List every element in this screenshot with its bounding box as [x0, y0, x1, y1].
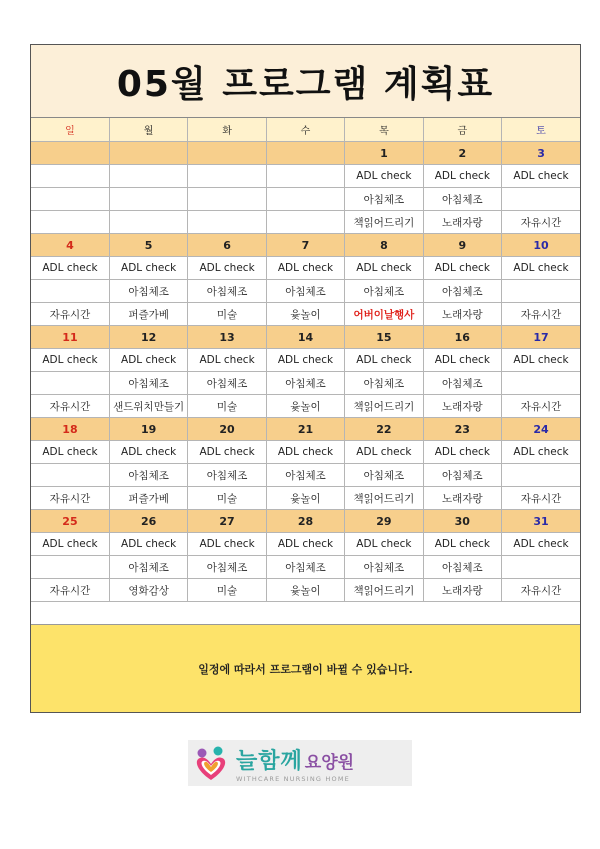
activity-cell: 아침체조: [109, 556, 187, 579]
date-cell: 23: [423, 418, 501, 441]
activity-cell: [502, 280, 580, 303]
date-cell: 20: [188, 418, 266, 441]
activity-row: [31, 487, 580, 510]
activity-row: [31, 211, 580, 234]
activity-cell: 아침체조: [266, 556, 344, 579]
date-cell: [188, 142, 266, 165]
activity-cell: ADL check: [109, 533, 187, 556]
date-row: [31, 510, 580, 533]
activity-cell: 어버이날행사: [345, 303, 423, 326]
activity-cell: [188, 165, 266, 188]
activity-cell: 자유시간: [31, 487, 109, 510]
activity-row: [31, 188, 580, 211]
date-cell: 11: [31, 326, 109, 349]
date-cell: 29: [345, 510, 423, 533]
activity-cell: 미술: [188, 303, 266, 326]
date-cell: 8: [345, 234, 423, 257]
activity-row: [31, 533, 580, 556]
activity-cell: ADL check: [502, 257, 580, 280]
activity-cell: 노래자랑: [423, 211, 501, 234]
activity-cell: ADL check: [188, 533, 266, 556]
date-row: [31, 142, 580, 165]
activity-cell: 윷놀이: [266, 579, 344, 602]
activity-cell: [266, 165, 344, 188]
date-cell: 24: [502, 418, 580, 441]
date-cell: 7: [266, 234, 344, 257]
activity-cell: 아침체조: [109, 372, 187, 395]
activity-cell: 미술: [188, 487, 266, 510]
activity-cell: 책읽어드리기: [345, 395, 423, 418]
activity-cell: ADL check: [31, 257, 109, 280]
activity-cell: 아침체조: [266, 372, 344, 395]
date-cell: 21: [266, 418, 344, 441]
activity-cell: ADL check: [188, 257, 266, 280]
activity-cell: 자유시간: [502, 211, 580, 234]
weekday-header-row: [31, 118, 580, 142]
activity-cell: ADL check: [423, 165, 501, 188]
activity-cell: ADL check: [266, 257, 344, 280]
logo-suffix: 요양원: [304, 752, 355, 773]
date-cell: 5: [109, 234, 187, 257]
activity-cell: 아침체조: [109, 464, 187, 487]
activity-row: [31, 579, 580, 602]
logo-brand: 늘함께: [236, 748, 303, 774]
date-cell: [266, 142, 344, 165]
activity-cell: ADL check: [502, 441, 580, 464]
activity-cell: [31, 464, 109, 487]
date-cell: 16: [423, 326, 501, 349]
activity-cell: 책읽어드리기: [345, 487, 423, 510]
activity-cell: 윷놀이: [266, 303, 344, 326]
activity-cell: ADL check: [188, 441, 266, 464]
date-cell: [109, 142, 187, 165]
logo-english: WITHCARE NURSING HOME: [236, 774, 350, 783]
activity-cell: 미술: [188, 395, 266, 418]
activity-row: [31, 395, 580, 418]
activity-cell: ADL check: [109, 441, 187, 464]
logo-text: [236, 744, 354, 783]
date-cell: 31: [502, 510, 580, 533]
activity-cell: 아침체조: [266, 280, 344, 303]
date-cell: 12: [109, 326, 187, 349]
activity-cell: 자유시간: [31, 303, 109, 326]
activity-cell: ADL check: [266, 533, 344, 556]
activity-cell: 아침체조: [188, 464, 266, 487]
date-cell: 19: [109, 418, 187, 441]
activity-cell: ADL check: [502, 349, 580, 372]
date-cell: 25: [31, 510, 109, 533]
activity-cell: 자유시간: [502, 487, 580, 510]
activity-cell: ADL check: [266, 349, 344, 372]
activity-cell: 노래자랑: [423, 303, 501, 326]
activity-cell: 아침체조: [423, 464, 501, 487]
activity-cell: 아침체조: [188, 280, 266, 303]
activity-cell: ADL check: [345, 349, 423, 372]
date-cell: 6: [188, 234, 266, 257]
activity-cell: [31, 372, 109, 395]
schedule-body: [31, 118, 580, 602]
date-cell: 13: [188, 326, 266, 349]
activity-cell: 영화감상: [109, 579, 187, 602]
activity-cell: [109, 188, 187, 211]
activity-cell: ADL check: [31, 441, 109, 464]
activity-cell: 자유시간: [502, 395, 580, 418]
date-cell: 26: [109, 510, 187, 533]
activity-cell: ADL check: [109, 349, 187, 372]
activity-cell: 노래자랑: [423, 579, 501, 602]
activity-cell: 윷놀이: [266, 395, 344, 418]
activity-row: [31, 280, 580, 303]
page-title: 05월 프로그램 계획표: [31, 45, 580, 118]
activity-cell: 노래자랑: [423, 395, 501, 418]
activity-cell: 아침체조: [188, 556, 266, 579]
activity-cell: 샌드위치만들기: [109, 395, 187, 418]
activity-row: [31, 441, 580, 464]
activity-cell: [502, 464, 580, 487]
date-cell: 22: [345, 418, 423, 441]
activity-row: [31, 165, 580, 188]
activity-cell: 아침체조: [423, 188, 501, 211]
activity-cell: [188, 211, 266, 234]
activity-cell: [502, 372, 580, 395]
activity-cell: [109, 211, 187, 234]
activity-row: [31, 257, 580, 280]
weekday-header: 일: [31, 118, 109, 142]
activity-cell: [188, 188, 266, 211]
activity-row: [31, 349, 580, 372]
activity-cell: [31, 165, 109, 188]
activity-cell: ADL check: [188, 349, 266, 372]
activity-cell: ADL check: [423, 257, 501, 280]
weekday-header: 금: [423, 118, 501, 142]
activity-cell: ADL check: [31, 349, 109, 372]
weekday-header: 월: [109, 118, 187, 142]
weekday-header: 수: [266, 118, 344, 142]
activity-cell: 아침체조: [345, 280, 423, 303]
activity-cell: 책읽어드리기: [345, 211, 423, 234]
date-cell: 30: [423, 510, 501, 533]
activity-cell: 자유시간: [31, 395, 109, 418]
date-row: [31, 234, 580, 257]
weekday-header: 목: [345, 118, 423, 142]
activity-cell: 자유시간: [502, 579, 580, 602]
date-cell: [31, 142, 109, 165]
activity-cell: [109, 165, 187, 188]
activity-cell: ADL check: [423, 349, 501, 372]
weekday-header: 화: [188, 118, 266, 142]
date-cell: 9: [423, 234, 501, 257]
activity-row: [31, 372, 580, 395]
activity-cell: ADL check: [266, 441, 344, 464]
activity-row: [31, 303, 580, 326]
activity-cell: ADL check: [423, 441, 501, 464]
activity-cell: ADL check: [345, 165, 423, 188]
date-cell: 10: [502, 234, 580, 257]
activity-cell: [266, 211, 344, 234]
activity-cell: 노래자랑: [423, 487, 501, 510]
logo-heart-icon: [188, 740, 234, 786]
activity-cell: 아침체조: [109, 280, 187, 303]
date-cell: 17: [502, 326, 580, 349]
date-cell: 18: [31, 418, 109, 441]
activity-cell: 아침체조: [345, 556, 423, 579]
date-row: [31, 418, 580, 441]
activity-cell: 아침체조: [345, 464, 423, 487]
activity-cell: 아침체조: [423, 556, 501, 579]
date-cell: 2: [423, 142, 501, 165]
activity-cell: 아침체조: [345, 188, 423, 211]
activity-cell: 퍼즐가베: [109, 303, 187, 326]
activity-cell: [31, 280, 109, 303]
activity-cell: ADL check: [502, 533, 580, 556]
schedule-note: 일정에 따라서 프로그램이 바뀔 수 있습니다.: [31, 624, 580, 712]
logo: [188, 740, 412, 786]
date-row: [31, 326, 580, 349]
activity-row: [31, 464, 580, 487]
date-cell: 28: [266, 510, 344, 533]
weekday-header: 토: [502, 118, 580, 142]
activity-cell: ADL check: [423, 533, 501, 556]
date-cell: 27: [188, 510, 266, 533]
activity-cell: ADL check: [502, 165, 580, 188]
activity-cell: [266, 188, 344, 211]
date-cell: 1: [345, 142, 423, 165]
activity-cell: 퍼즐가베: [109, 487, 187, 510]
date-cell: 4: [31, 234, 109, 257]
activity-cell: 아침체조: [345, 372, 423, 395]
activity-cell: ADL check: [345, 441, 423, 464]
activity-cell: ADL check: [345, 533, 423, 556]
activity-cell: ADL check: [31, 533, 109, 556]
activity-cell: 아침체조: [188, 372, 266, 395]
activity-cell: [502, 188, 580, 211]
activity-cell: 미술: [188, 579, 266, 602]
activity-cell: 자유시간: [31, 579, 109, 602]
activity-cell: 아침체조: [266, 464, 344, 487]
activity-cell: [31, 556, 109, 579]
activity-cell: [31, 211, 109, 234]
activity-cell: 아침체조: [423, 372, 501, 395]
schedule-table: [31, 118, 580, 602]
activity-cell: [502, 556, 580, 579]
activity-cell: 윷놀이: [266, 487, 344, 510]
activity-cell: ADL check: [345, 257, 423, 280]
activity-cell: [31, 188, 109, 211]
activity-cell: 아침체조: [423, 280, 501, 303]
activity-cell: ADL check: [109, 257, 187, 280]
activity-cell: 자유시간: [502, 303, 580, 326]
activity-row: [31, 556, 580, 579]
date-cell: 3: [502, 142, 580, 165]
date-cell: 14: [266, 326, 344, 349]
activity-cell: 책읽어드리기: [345, 579, 423, 602]
schedule-sheet: [30, 44, 581, 713]
date-cell: 15: [345, 326, 423, 349]
